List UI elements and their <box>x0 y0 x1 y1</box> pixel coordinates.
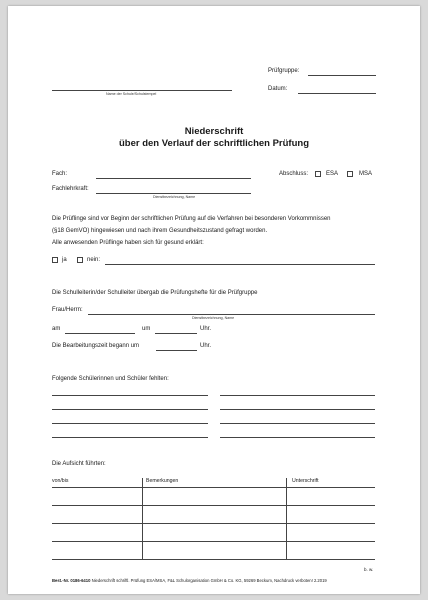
nein-field[interactable] <box>105 264 375 265</box>
esa-checkbox[interactable] <box>315 171 321 177</box>
fachlehrkraft-field[interactable] <box>96 193 251 194</box>
table-row[interactable] <box>52 505 375 506</box>
absent-line[interactable] <box>52 395 208 396</box>
fach-label: Fach: <box>52 171 68 177</box>
fach-field[interactable] <box>96 178 251 179</box>
absent-line[interactable] <box>52 423 208 424</box>
bw-note: b. w. <box>364 567 374 572</box>
absent-line[interactable] <box>220 395 375 396</box>
am-label: am <box>52 326 61 332</box>
paragraph-2: (§18 GemVO) hingewiesen und nach ihrem Gesundheitszustand gefragt worden. <box>52 228 268 234</box>
supervision-heading: Die Aufsicht führten: <box>52 461 106 467</box>
table-header-rule <box>52 487 375 488</box>
title-line-1: Niederschrift <box>184 126 244 137</box>
msa-label: MSA <box>359 171 373 177</box>
table-row[interactable] <box>52 541 375 542</box>
ja-checkbox[interactable] <box>52 257 58 263</box>
footer <box>52 578 327 583</box>
datum-field[interactable] <box>298 93 376 94</box>
uhr-label: Uhr. <box>200 326 212 332</box>
absent-line[interactable] <box>220 423 375 424</box>
schule-caption: Name der Schule/Schulstempel <box>106 92 157 96</box>
paragraph-3: Alle anwesenden Prüflinge haben sich für gesund erklärt: <box>52 240 204 246</box>
dienst-caption-2: Dienstbezeichnung, Name <box>192 316 235 320</box>
absent-line[interactable] <box>220 437 375 438</box>
fachlehrkraft-label: Fachlehrkraft: <box>52 186 89 192</box>
schule-field[interactable] <box>52 90 232 91</box>
col-header-bemerkungen: Bemerkungen <box>146 478 179 484</box>
pruefgruppe-field[interactable] <box>308 75 376 76</box>
ja-label: ja <box>62 257 67 263</box>
am-field[interactable] <box>65 333 135 334</box>
uhr-label-2: Uhr. <box>200 343 212 349</box>
esa-label: ESA <box>326 171 339 177</box>
nein-label: nein: <box>87 257 101 263</box>
frau-herrn-label: Frau/Herrn: <box>52 307 83 313</box>
bearbeitung-field[interactable] <box>156 350 197 351</box>
table-column-divider <box>286 478 287 559</box>
datum-label: Datum: <box>268 86 288 92</box>
paragraph-1: Die Prüflinge sind vor Beginn der schriftlichen Prüfung auf die Verfahren bei besonderen Vorkommnissen <box>52 216 331 222</box>
absent-heading: Folgende Schülerinnen und Schüler fehlten: <box>52 376 169 382</box>
abschluss-label: Abschluss: <box>279 171 309 177</box>
bearbeitung-label: Die Bearbeitungszeit begann um <box>52 343 140 349</box>
title-line-2: über den Verlauf der schriftlichen Prüfung <box>118 138 310 149</box>
frau-herrn-field[interactable] <box>88 314 375 315</box>
col-header-unterschrift: Unterschrift <box>292 478 319 484</box>
footer-text: Niederschrift schriftl. Prüfung ESA/MSA, F&L Schulorganisation GmbH & Co. KG, 59269 Beckum, Nachdruck verboten! 2.2019 <box>91 578 327 583</box>
table-column-divider <box>142 478 143 559</box>
um-label: um <box>142 326 151 332</box>
table-row[interactable] <box>52 559 375 560</box>
absent-line[interactable] <box>52 409 208 410</box>
um-field[interactable] <box>155 333 197 334</box>
pruefgruppe-label: Prüfgruppe: <box>268 68 300 74</box>
col-header-von-bis: von/bis <box>52 478 69 484</box>
form-sheet <box>8 6 420 594</box>
absent-line[interactable] <box>220 409 375 410</box>
dienst-caption-1: Dienstbezeichnung, Name <box>153 195 196 199</box>
msa-checkbox[interactable] <box>347 171 353 177</box>
absent-line[interactable] <box>52 437 208 438</box>
table-row[interactable] <box>52 523 375 524</box>
order-number: Best.-Nr. 0186-6410 <box>52 578 91 583</box>
nein-checkbox[interactable] <box>77 257 83 263</box>
handover-text: Die Schulleiterin/der Schulleiter übergab die Prüfungshefte für die Prüfgruppe <box>52 290 258 296</box>
